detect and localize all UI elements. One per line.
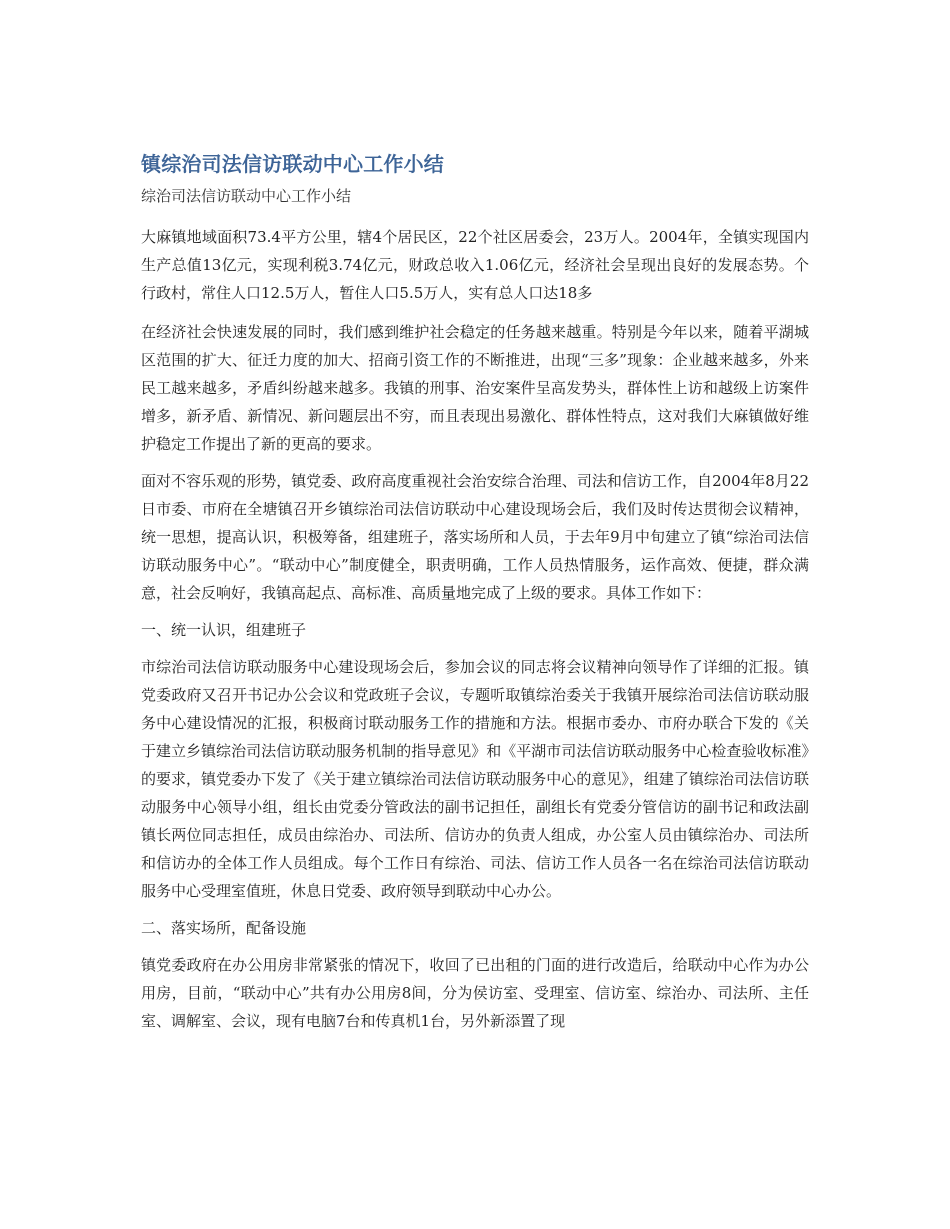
document-page: [141, 146, 809, 1035]
document-title: 镇综治司法信访联动中心工作小结: [141, 152, 444, 176]
section-heading-1: 一、统一认识，组建班子: [141, 621, 307, 639]
paragraph-situation: 在经济社会快速发展的同时，我们感到维护社会稳定的任务越来越重。特别是今年以来，随着平湖城区范围的扩大、征迁力度的加大、招商引资工作的不断推进，出现“三多”现象：企业越来越多，外来民工越来越多，矛盾纠纷越来越多。我镇的刑事、治安案件呈高发势头，群体性上访和越级上访案件增多，新矛盾、新情况、新问题层出不穷，而且表现出易激化、群体性特点，这对我们大麻镇做好维护稳定工作提出了新的更高的要求。: [141, 323, 809, 453]
paragraph-section-1: 市综治司法信访联动服务中心建设现场会后，参加会议的同志将会议精神向领导作了详细的汇报。镇党委政府又召开书记办公会议和党政班子会议，专题听取镇综治委关于我镇开展综治司法信访联动服务中心建设情况的汇报，积极商讨联动服务工作的措施和方法。根据市委办、市府办联合下发的《关于建立乡镇综治司法信访联动服务机制的指导意见》和《平湖市司法信访联动服务中心检查验收标准》的要求，镇党委办下发了《关于建立镇综治司法信访联动服务中心的意见》，组建了镇综治司法信访联动服务中心领导小组，组长由党委分管政法的副书记担任，副组长有党委分管信访的副书记和政法副镇长两位同志担任，成员由综治办、司法所、信访办的负责人组成，办公室人员由镇综治办、司法所和信访办的全体工作人员组成。每个工作日有综治、司法、信访工作人员各一名在综治司法信访联动服务中心受理室值班，休息日党委、政府领导到联动中心办公。: [141, 658, 809, 900]
section-heading-2: 二、落实场所，配备设施: [141, 919, 307, 937]
document-subtitle: 综治司法信访联动中心工作小结: [141, 187, 352, 205]
paragraph-overview: 大麻镇地域面积73.4平方公里，辖4个居民区，22个社区居委会，23万人。2004年，全镇实现国内生产总值13亿元，实现利税3.74亿元，财政总收入1.06亿元，经济社会呈现出良好的发展态势。个行政村，常住人口12.5万人，暂住人口5.5万人，实有总人口达18多: [141, 228, 809, 302]
paragraph-section-2: 镇党委政府在办公用房非常紧张的情况下，收回了已出租的门面的进行改造后，给联动中心作为办公用房，目前，“联动中心”共有办公用房8间，分为侯访室、受理室、信访室、综治办、司法所、主任室、调解室、会议，现有电脑7台和传真机1台，另外新添置了现: [141, 956, 809, 1030]
paragraph-response: 面对不容乐观的形势，镇党委、政府高度重视社会治安综合治理、司法和信访工作，自2004年8月22日市委、市府在全塘镇召开乡镇综治司法信访联动中心建设现场会后，我们及时传达贯彻会议精神，统一思想，提高认识，积极筹备，组建班子，落实场所和人员，于去年9月中旬建立了镇“综治司法信访联动服务中心”。“联动中心”制度健全，职责明确，工作人员热情服务，运作高效、便捷，群众满意，社会反响好，我镇高起点、高标准、高质量地完成了上级的要求。具体工作如下：: [141, 472, 809, 602]
